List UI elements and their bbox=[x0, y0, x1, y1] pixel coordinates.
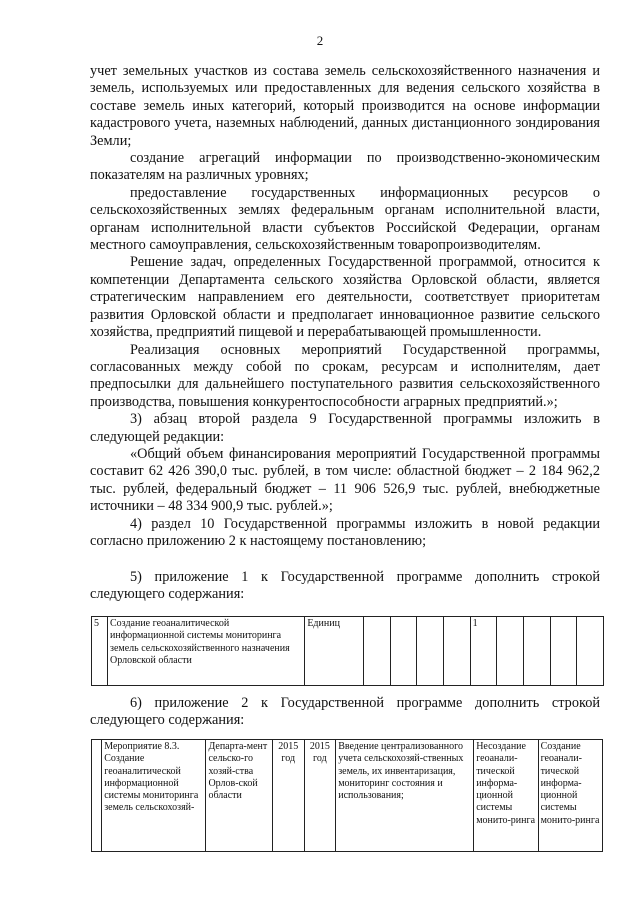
table-cell bbox=[390, 617, 417, 686]
paragraph: Реализация основных мероприятий Государственной программы, согласованных между собой по срокам, ресурсам и исполнителям, дает предпосылки для дальнейшего поступательного развития сельскохозяйственного производства, повышения конкурентоспособности аграрных предприятий.»; bbox=[90, 341, 600, 410]
body-text-appendix-1 bbox=[90, 569, 600, 604]
table-cell-link: Создание геоанали-тической информа-ционной системы монито-ринга bbox=[538, 740, 602, 852]
table-cell bbox=[577, 617, 604, 686]
table-cell-executor: Департа-мент сельско-го хозяй-ства Орлов-ской области bbox=[206, 740, 272, 852]
paragraph: Решение задач, определенных Государственной программой, относится к компетенции Департамента сельского хозяйства Орловской области, является стратегическим направлением его деятельности, соответствует приоритетам развития Орловской области и предполагает инновационное развитие сельского хозяйства, предприятий пищевой и перерабатывающей промышленности. bbox=[90, 254, 600, 341]
table-cell bbox=[497, 617, 524, 686]
body-text-top bbox=[90, 63, 600, 550]
table-cell bbox=[92, 740, 102, 852]
appendix-1-table bbox=[91, 616, 604, 686]
table-cell bbox=[550, 617, 577, 686]
table-row bbox=[92, 740, 603, 852]
table-cell-indicator: Создание геоаналитической информационной системы мониторинга земель сельскохозяйственного назначения Орловской области bbox=[108, 617, 305, 686]
table-cell-end: 2015 год bbox=[304, 740, 336, 852]
page-number: 2 bbox=[316, 33, 324, 48]
table-cell-start: 2015 год bbox=[272, 740, 304, 852]
table-cell bbox=[443, 617, 470, 686]
table-cell-unit: Единиц bbox=[305, 617, 364, 686]
paragraph: «Общий объем финансирования мероприятий Государственной программы составит 62 426 390,0 тыс. рублей, в том числе: областной бюджет – 2 184 962,2 тыс. рублей, федеральный бюджет – 11 906 526,9 тыс. рублей, внебюджетные источники – 48 334 900,9 тыс. рублей.»; bbox=[90, 445, 600, 515]
table-cell-consequence: Несоздание геоанали-тической информа-ционной системы монито-ринга bbox=[474, 740, 538, 852]
table-cell bbox=[523, 617, 550, 686]
table-cell-result: Введение централизованного учета сельскохозяй-ственных земель, их инвентаризация, мониторинг состояния и использования; bbox=[336, 740, 474, 852]
paragraph: создание агрегаций информации по производственно-экономическим показателям на различных уровнях; bbox=[90, 150, 600, 184]
paragraph: 6) приложение 2 к Государственной программе дополнить строкой следующего содержания: bbox=[90, 695, 600, 729]
table-cell bbox=[363, 617, 390, 686]
paragraph: 5) приложение 1 к Государственной программе дополнить строкой следующего содержания: bbox=[90, 569, 600, 603]
table-cell-value: 1 bbox=[470, 617, 497, 686]
paragraph: предоставление государственных информационных ресурсов о сельскохозяйственных землях федеральным органам исполнительной власти, органам исполнительной власти субъектов Российской Федерации, органам местного самоуправления, сельскохозяйственным товаропроизводителям. bbox=[90, 184, 600, 254]
table-cell-number: 5 bbox=[92, 617, 108, 686]
table-cell-event: Мероприятие 8.3. Создание геоаналитической информационной системы мониторинга земель сельскохозяй- bbox=[102, 740, 206, 852]
paragraph: 3) абзац второй раздела 9 Государственной программы изложить в следующей редакции: bbox=[90, 411, 600, 445]
appendix-2-table bbox=[91, 739, 603, 852]
paragraph: учет земельных участков из состава земель сельскохозяйственного назначения и земель, используемых или предоставленных для ведения сельского хозяйства в составе земель иных категорий, который производится на основе информации кадастрового учета, наземных наблюдений, данных дистанционного зондирования Земли; bbox=[90, 63, 600, 149]
paragraph: 4) раздел 10 Государственной программы изложить в новой редакции согласно приложению 2 к настоящему постановлению; bbox=[90, 515, 600, 549]
table-cell bbox=[417, 617, 444, 686]
body-text-appendix-2 bbox=[90, 695, 600, 730]
table-row bbox=[92, 617, 604, 686]
